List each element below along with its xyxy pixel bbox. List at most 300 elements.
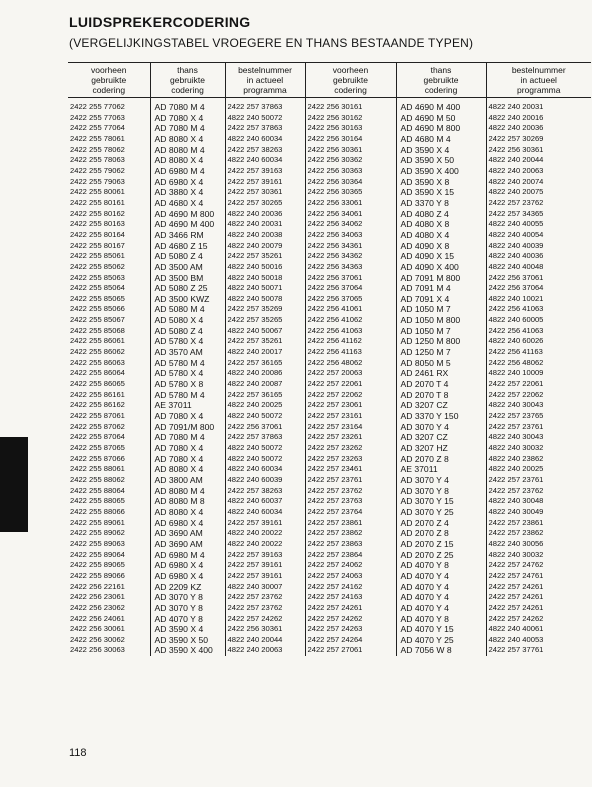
page-subtitle: (VERGELIJKINGSTABEL VROEGERE EN THANS BESTAANDE TYPEN)	[69, 36, 474, 50]
current-code-cell: AD 4690 M 800	[150, 209, 225, 220]
order-number-cell: 2422 257 34365	[486, 209, 591, 220]
order-number-cell: 2422 256 30361	[486, 145, 591, 156]
order-number-cell: 2422 257 37863	[225, 98, 305, 113]
current-code-cell: AD 3690 AM	[150, 528, 225, 539]
old-code-cell: 2422 256 34062	[305, 219, 396, 230]
order-number-cell: 2422 256 41063	[486, 326, 591, 337]
current-code-cell: AD 3800 AM	[150, 475, 225, 486]
old-code-cell: 2422 257 23161	[305, 411, 396, 422]
order-number-cell: 4822 240 50072	[225, 454, 305, 465]
order-number-cell: 2422 257 24261	[486, 582, 591, 593]
order-number-cell: 4822 240 40039	[486, 241, 591, 252]
old-code-cell: 2422 256 30164	[305, 134, 396, 145]
current-code-cell: AD 3370 Y 8	[396, 198, 486, 209]
old-code-cell: 2422 255 80162	[70, 208, 125, 218]
old-code-cell: 2422 256 37064	[305, 283, 396, 294]
current-code-cell: AD 2070 T 8	[396, 390, 486, 401]
old-code-cell: 2422 257 24263	[305, 624, 396, 635]
current-code-cell: AD 3690 AM	[150, 539, 225, 550]
current-code-cell: AD 7091 M 4	[396, 283, 486, 294]
old-code-cell: 2422 255 85066	[70, 304, 125, 314]
old-code-cell: 2422 256 30162	[305, 113, 396, 124]
old-code-cell: 2422 255 88064	[70, 485, 125, 495]
order-number-cell: 2422 257 35261	[225, 336, 305, 347]
current-code-cell: AD 1250 M 7	[396, 347, 486, 358]
table-row	[68, 496, 591, 507]
current-code-cell: AD 3370 Y 150	[396, 411, 486, 422]
order-number-cell: 4822 240 30043	[486, 400, 591, 411]
old-code-cell: 2422 256 30062	[70, 634, 125, 644]
order-number-cell: 4822 240 20016	[486, 113, 591, 124]
old-code-cell: 2422 256 41062	[305, 315, 396, 326]
order-number-cell: 4822 240 30007	[225, 582, 305, 593]
order-number-cell: 4822 240 50072	[225, 411, 305, 422]
old-code-cell: 2422 256 22161	[70, 581, 125, 591]
order-number-cell: 4822 240 20063	[486, 166, 591, 177]
order-number-cell: 4822 240 60034	[225, 134, 305, 145]
old-code-cell: 2422 256 30063	[70, 645, 125, 655]
current-code-cell: AD 2209 KZ	[150, 582, 225, 593]
order-number-cell: 2422 257 23762	[486, 198, 591, 209]
old-code-cell: 2422 255 87064	[70, 432, 125, 442]
current-code-cell: AD 3500 AM	[150, 262, 225, 273]
order-number-cell: 2422 257 24262	[486, 614, 591, 625]
old-code-cell: 2422 256 41061	[305, 304, 396, 315]
old-code-cell: 2422 256 30061	[70, 624, 125, 634]
old-code-cell: 2422 256 30161	[305, 98, 396, 113]
current-code-cell: AD 4690 M 50	[396, 113, 486, 124]
current-code-cell: AD 4090 X 8	[396, 241, 486, 252]
order-number-cell: 2422 257 35261	[225, 251, 305, 262]
current-code-cell: AD 2461 RX	[396, 368, 486, 379]
order-number-cell: 4822 240 60037	[225, 496, 305, 507]
current-code-cell: AD 8080 M 4	[150, 486, 225, 497]
old-code-cell: 2422 257 27061	[305, 645, 396, 656]
table-row	[68, 592, 591, 603]
table-row	[68, 528, 591, 539]
table-row	[68, 315, 591, 326]
current-code-cell: AD 4690 M 400	[396, 98, 486, 113]
old-code-cell: 2422 255 80163	[70, 219, 125, 229]
old-code-cell: 2422 256 30361	[305, 145, 396, 156]
old-code-cell: 2422 255 85068	[70, 325, 125, 335]
order-number-cell: 2422 257 23862	[486, 528, 591, 539]
table-row	[68, 358, 591, 369]
table-row	[68, 379, 591, 390]
order-number-cell: 2422 257 24262	[225, 614, 305, 625]
order-number-cell: 4822 240 50018	[225, 273, 305, 284]
table-row	[68, 582, 591, 593]
current-code-cell: AD 5780 M 4	[150, 390, 225, 401]
current-code-cell: AD 4680 Z 15	[150, 241, 225, 252]
current-code-cell: AD 6980 X 4	[150, 571, 225, 582]
current-code-cell: AD 4070 Y 25	[396, 635, 486, 646]
order-number-cell: 4822 240 30048	[486, 496, 591, 507]
order-number-cell: 2422 256 48062	[486, 358, 591, 369]
order-number-cell: 2422 256 41063	[486, 304, 591, 315]
order-number-cell: 2422 256 30361	[225, 624, 305, 635]
order-number-cell: 4822 240 20031	[225, 219, 305, 230]
table-row	[68, 347, 591, 358]
order-number-cell: 4822 240 50067	[225, 326, 305, 337]
old-code-cell: 2422 255 85062	[70, 261, 125, 271]
order-number-cell: 2422 257 30361	[225, 187, 305, 198]
table-row	[68, 145, 591, 156]
table-row	[68, 560, 591, 571]
order-number-cell: 2422 257 23762	[486, 486, 591, 497]
old-code-cell: 2422 256 41163	[305, 347, 396, 358]
order-number-cell: 2422 257 36165	[225, 358, 305, 369]
old-code-cell: 2422 256 30363	[305, 166, 396, 177]
current-code-cell: AD 2070 Z 8	[396, 528, 486, 539]
table-row	[68, 113, 591, 124]
order-number-cell: 4822 240 20022	[225, 528, 305, 539]
current-code-cell: AD 4070 Y 4	[396, 571, 486, 582]
old-code-cell: 2422 255 86062	[70, 347, 125, 357]
current-code-cell: AD 2070 Z 15	[396, 539, 486, 550]
order-number-cell: 2422 257 23765	[486, 411, 591, 422]
table-row	[68, 635, 591, 646]
current-code-cell: AD 3590 X 400	[396, 166, 486, 177]
old-code-cell: 2422 255 85063	[70, 272, 125, 282]
order-number-cell: 4822 240 20036	[486, 123, 591, 134]
old-code-cell: 2422 255 80167	[70, 240, 125, 250]
current-code-cell: AD 8080 M 4	[150, 145, 225, 156]
old-code-cell: 2422 256 37061	[305, 273, 396, 284]
old-code-cell: 2422 255 78063	[70, 155, 125, 165]
current-code-cell: AD 5780 M 4	[150, 358, 225, 369]
order-number-cell: 2422 256 37064	[486, 283, 591, 294]
old-code-cell: 2422 257 23863	[305, 539, 396, 550]
current-code-cell: AD 4090 X 15	[396, 251, 486, 262]
current-code-cell: AD 3070 Y 4	[396, 422, 486, 433]
current-code-cell: AD 6980 X 4	[150, 518, 225, 529]
current-code-cell: AD 5080 M 4	[150, 304, 225, 315]
current-code-cell: AD 5080 Z 25	[150, 283, 225, 294]
current-code-cell: AD 3590 X 400	[150, 645, 225, 656]
old-code-cell: 2422 257 24262	[305, 614, 396, 625]
current-code-cell: AD 7080 X 4	[150, 411, 225, 422]
current-code-cell: AD 7080 M 4	[150, 123, 225, 134]
order-number-cell: 4822 240 20044	[225, 635, 305, 646]
table-row	[68, 209, 591, 220]
old-code-cell: 2422 255 89062	[70, 528, 125, 538]
order-number-cell: 4822 240 20075	[486, 187, 591, 198]
order-number-cell: 2422 257 24261	[486, 592, 591, 603]
old-code-cell: 2422 255 86065	[70, 379, 125, 389]
table-row	[68, 464, 591, 475]
old-code-cell: 2422 257 23762	[305, 486, 396, 497]
current-code-cell: AD 3070 Y 15	[396, 496, 486, 507]
order-number-cell: 2422 256 37061	[225, 422, 305, 433]
order-number-cell: 2422 256 41163	[486, 347, 591, 358]
current-code-cell: AD 3590 X 4	[396, 145, 486, 156]
old-code-cell: 2422 255 87066	[70, 453, 125, 463]
current-code-cell: AD 5780 X 8	[150, 379, 225, 390]
thumb-index-tab	[0, 437, 28, 532]
order-number-cell: 4822 240 50016	[225, 262, 305, 273]
old-code-cell: 2422 255 79063	[70, 176, 125, 186]
old-code-cell: 2422 255 85067	[70, 315, 125, 325]
order-number-cell: 2422 257 23762	[225, 592, 305, 603]
old-code-cell: 2422 257 23263	[305, 454, 396, 465]
old-code-cell: 2422 255 85064	[70, 283, 125, 293]
current-code-cell: AD 2070 Z 4	[396, 518, 486, 529]
table-row	[68, 614, 591, 625]
old-code-cell: 2422 256 34361	[305, 241, 396, 252]
current-code-cell: AD 7080 X 4	[150, 113, 225, 124]
current-code-cell: AD 1050 M 7	[396, 326, 486, 337]
current-code-cell: AD 7091 X 4	[396, 294, 486, 305]
order-number-cell: 2422 257 24762	[486, 560, 591, 571]
current-code-cell: AD 5080 X 4	[150, 315, 225, 326]
old-code-cell: 2422 257 23262	[305, 443, 396, 454]
order-number-cell: 2422 257 39163	[225, 166, 305, 177]
old-code-cell: 2422 257 22062	[305, 390, 396, 401]
current-code-cell: AD 7080 X 4	[150, 454, 225, 465]
old-code-cell: 2422 257 23862	[305, 528, 396, 539]
header-current-coding: thans gebruikte codering	[396, 63, 486, 98]
order-number-cell: 2422 257 37863	[225, 432, 305, 443]
header-old-coding: voorheen gebruikte codering	[305, 63, 396, 98]
current-code-cell: AD 2070 Z 8	[396, 454, 486, 465]
current-code-cell: AD 4070 Y 8	[150, 614, 225, 625]
table-row	[68, 251, 591, 262]
old-code-cell: 2422 257 24261	[305, 603, 396, 614]
current-code-cell: AD 5780 X 4	[150, 336, 225, 347]
order-number-cell: 4822 240 60005	[486, 315, 591, 326]
order-number-cell: 4822 240 20022	[225, 539, 305, 550]
current-code-cell: AD 1250 M 800	[396, 336, 486, 347]
old-code-cell: 2422 255 78062	[70, 144, 125, 154]
table-row	[68, 98, 591, 113]
old-code-cell: 2422 257 23764	[305, 507, 396, 518]
old-code-cell: 2422 255 89063	[70, 538, 125, 548]
old-code-cell: 2422 256 30365	[305, 187, 396, 198]
table-row	[68, 603, 591, 614]
table-row	[68, 411, 591, 422]
current-code-cell: AD 2070 Z 25	[396, 550, 486, 561]
table-row	[68, 443, 591, 454]
old-code-cell: 2422 257 23864	[305, 550, 396, 561]
current-code-cell: AD 4070 Y 8	[396, 614, 486, 625]
old-code-cell: 2422 255 80061	[70, 187, 125, 197]
table-row	[68, 198, 591, 209]
table-row	[68, 336, 591, 347]
current-code-cell: AD 2070 T 4	[396, 379, 486, 390]
table-row	[68, 486, 591, 497]
old-code-cell: 2422 256 34061	[305, 209, 396, 220]
table-row	[68, 326, 591, 337]
order-number-cell: 4822 240 20025	[486, 464, 591, 475]
order-number-cell: 4822 240 60039	[225, 475, 305, 486]
order-number-cell: 4822 240 60026	[486, 336, 591, 347]
current-code-cell: AD 4070 Y 4	[396, 582, 486, 593]
current-code-cell: AD 3070 Y 25	[396, 507, 486, 518]
order-number-cell: 4822 240 20079	[225, 241, 305, 252]
current-code-cell: AD 4080 Z 4	[396, 209, 486, 220]
table-header	[68, 63, 591, 98]
table-row	[68, 475, 591, 486]
order-number-cell: 2422 257 35265	[225, 315, 305, 326]
old-code-cell: 2422 255 86063	[70, 357, 125, 367]
order-number-cell: 4822 240 10021	[486, 294, 591, 305]
table-row	[68, 518, 591, 529]
order-number-cell: 4822 240 20087	[225, 379, 305, 390]
current-code-cell: AD 3207 HZ	[396, 443, 486, 454]
order-number-cell: 4822 240 20063	[225, 645, 305, 656]
current-code-cell: AD 3070 Y 8	[150, 603, 225, 614]
old-code-cell: 2422 257 23761	[305, 475, 396, 486]
old-code-cell: 2422 257 23061	[305, 400, 396, 411]
old-code-cell: 2422 255 88061	[70, 464, 125, 474]
current-code-cell: AD 5080 Z 4	[150, 251, 225, 262]
table-row	[68, 134, 591, 145]
current-code-cell: AD 7091 M 800	[396, 273, 486, 284]
table-row	[68, 624, 591, 635]
order-number-cell: 2422 257 30269	[486, 134, 591, 145]
current-code-cell: AD 3570 AM	[150, 347, 225, 358]
table-row	[68, 368, 591, 379]
table-row	[68, 283, 591, 294]
header-current-coding: thans gebruikte codering	[150, 63, 225, 98]
table-row	[68, 230, 591, 241]
order-number-cell: 2422 257 23861	[486, 518, 591, 529]
current-code-cell: AE 37011	[396, 464, 486, 475]
current-code-cell: AD 3207 CZ	[396, 432, 486, 443]
order-number-cell: 4822 240 50071	[225, 283, 305, 294]
old-code-cell: 2422 255 86061	[70, 336, 125, 346]
order-number-cell: 4822 240 30056	[486, 539, 591, 550]
old-code-cell: 2422 256 34363	[305, 262, 396, 273]
header-order-number: bestelnummer in actueel programma	[486, 63, 591, 98]
old-code-cell: 2422 256 48062	[305, 358, 396, 369]
current-code-cell: AD 5780 X 4	[150, 368, 225, 379]
old-code-cell: 2422 256 30362	[305, 155, 396, 166]
old-code-cell: 2422 255 85065	[70, 293, 125, 303]
current-code-cell: AD 7091/M 800	[150, 422, 225, 433]
current-code-cell: AD 3070 Y 8	[150, 592, 225, 603]
order-number-cell: 2422 257 24761	[486, 571, 591, 582]
order-number-cell: 2422 257 38263	[225, 145, 305, 156]
old-code-cell: 2422 255 80164	[70, 229, 125, 239]
current-code-cell: AD 3590 X 50	[150, 635, 225, 646]
old-code-cell: 2422 256 41063	[305, 326, 396, 337]
table-row	[68, 390, 591, 401]
current-code-cell: AD 3466 RM	[150, 230, 225, 241]
old-code-cell: 2422 255 88065	[70, 496, 125, 506]
old-code-cell: 2422 255 78061	[70, 133, 125, 143]
current-code-cell: AD 4070 Y 8	[396, 560, 486, 571]
current-code-cell: AD 3590 X 15	[396, 187, 486, 198]
old-code-cell: 2422 255 77063	[70, 112, 125, 122]
old-code-cell: 2422 257 23261	[305, 432, 396, 443]
table-row	[68, 539, 591, 550]
old-code-cell: 2422 256 24061	[70, 613, 125, 623]
old-code-cell: 2422 257 24063	[305, 571, 396, 582]
current-code-cell: AD 4690 M 400	[150, 219, 225, 230]
current-code-cell: AD 4070 Y 4	[396, 603, 486, 614]
current-code-cell: AD 7080 M 4	[150, 98, 225, 113]
order-number-cell: 2422 257 39161	[225, 571, 305, 582]
table-row	[68, 400, 591, 411]
order-number-cell: 4822 240 30032	[486, 443, 591, 454]
table-body	[68, 98, 591, 657]
current-code-cell: AD 4690 M 800	[396, 123, 486, 134]
order-number-cell: 4822 240 20025	[225, 400, 305, 411]
old-code-cell: 2422 255 86161	[70, 389, 125, 399]
current-code-cell: AD 3500 KWZ	[150, 294, 225, 305]
current-code-cell: AD 3590 X 50	[396, 155, 486, 166]
current-code-cell: AD 4680 M 4	[396, 134, 486, 145]
current-code-cell: AD 1050 M 800	[396, 315, 486, 326]
table-row	[68, 454, 591, 465]
current-code-cell: AD 5080 Z 4	[150, 326, 225, 337]
current-code-cell: AD 8050 M 5	[396, 358, 486, 369]
table-row	[68, 155, 591, 166]
old-code-cell: 2422 256 34362	[305, 251, 396, 262]
order-number-cell: 2422 257 39161	[225, 177, 305, 188]
current-code-cell: AD 3880 X 4	[150, 187, 225, 198]
old-code-cell: 2422 256 33061	[305, 198, 396, 209]
current-code-cell: AD 6980 M 4	[150, 166, 225, 177]
old-code-cell: 2422 257 24062	[305, 560, 396, 571]
old-code-cell: 2422 255 79062	[70, 165, 125, 175]
order-number-cell: 4822 240 20038	[225, 230, 305, 241]
order-number-cell: 4822 240 23862	[486, 454, 591, 465]
old-code-cell: 2422 255 88062	[70, 474, 125, 484]
order-number-cell: 2422 257 23762	[225, 603, 305, 614]
table-row	[68, 294, 591, 305]
old-code-cell: 2422 255 89065	[70, 560, 125, 570]
order-number-cell: 2422 257 30265	[225, 198, 305, 209]
old-code-cell: 2422 257 23861	[305, 518, 396, 529]
header-old-coding: voorheen gebruikte codering	[68, 63, 150, 98]
old-code-cell: 2422 256 41162	[305, 336, 396, 347]
table-row	[68, 550, 591, 561]
current-code-cell: AD 6980 X 4	[150, 560, 225, 571]
current-code-cell: AD 7080 M 4	[150, 432, 225, 443]
order-number-cell: 4822 240 20031	[486, 98, 591, 113]
current-code-cell: AD 3500 BM	[150, 273, 225, 284]
current-code-cell: AD 7080 X 4	[150, 443, 225, 454]
old-code-cell: 2422 256 23061	[70, 592, 125, 602]
current-code-cell: AD 3590 X 4	[150, 624, 225, 635]
table-row	[68, 166, 591, 177]
order-number-cell: 2422 257 35269	[225, 304, 305, 315]
order-number-cell: 4822 240 20044	[486, 155, 591, 166]
order-number-cell: 4822 240 40048	[486, 262, 591, 273]
current-code-cell: AE 37011	[150, 400, 225, 411]
header-order-number: bestelnummer in actueel programma	[225, 63, 305, 98]
table-row	[68, 219, 591, 230]
order-number-cell: 4822 240 50072	[225, 113, 305, 124]
order-number-cell: 4822 240 60034	[225, 155, 305, 166]
current-code-cell: AD 4090 X 400	[396, 262, 486, 273]
table-row	[68, 507, 591, 518]
order-number-cell: 2422 257 22061	[486, 379, 591, 390]
order-number-cell: 2422 257 37863	[225, 123, 305, 134]
order-number-cell: 2422 257 39161	[225, 518, 305, 529]
old-code-cell: 2422 257 24264	[305, 635, 396, 646]
order-number-cell: 2422 257 23761	[486, 475, 591, 486]
order-number-cell: 2422 257 22062	[486, 390, 591, 401]
old-code-cell: 2422 257 23763	[305, 496, 396, 507]
old-code-cell: 2422 255 85061	[70, 251, 125, 261]
old-code-cell: 2422 255 77062	[70, 102, 125, 111]
order-number-cell: 4822 240 20074	[486, 177, 591, 188]
old-code-cell: 2422 256 30163	[305, 123, 396, 134]
